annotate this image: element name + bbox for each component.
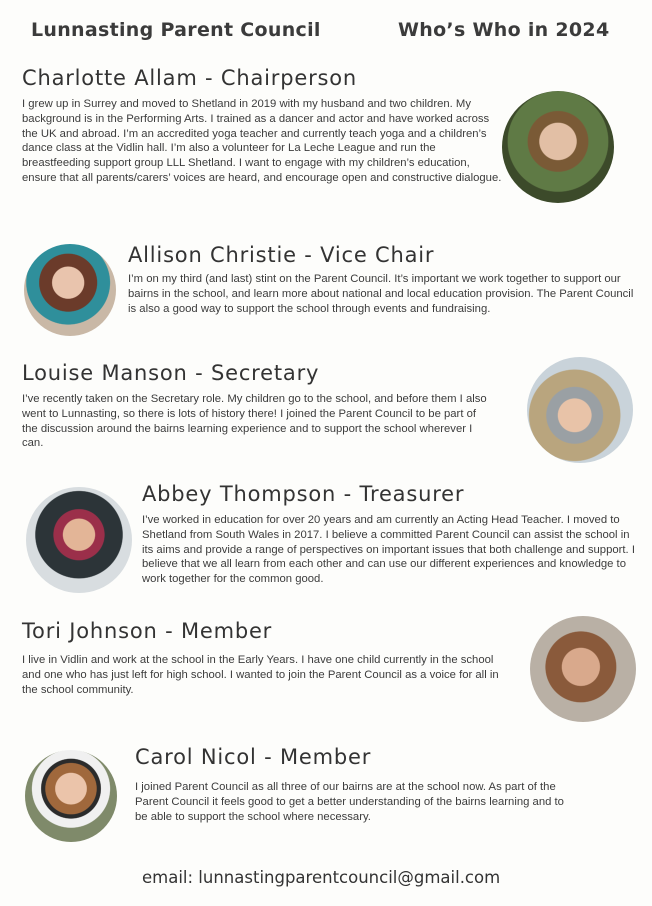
member-photo-tori bbox=[530, 616, 636, 722]
member-heading-carol: Carol Nicol - Member bbox=[135, 745, 372, 769]
member-bio-tori: I live in Vidlin and work at the school in the Early Years. I have one child currently in the school and one who has just left for high school. I wanted to join the Parent Council as a voice for all in the school community. bbox=[22, 654, 499, 696]
member-heading-abbey: Abbey Thompson - Treasurer bbox=[142, 482, 465, 506]
page-subtitle: Who’s Who in 2024 bbox=[398, 19, 610, 41]
member-heading-tori: Tori Johnson - Member bbox=[22, 619, 273, 643]
member-bio-louise: I’ve recently taken on the Secretary role. My children go to the school, and before them I also went to Lunnasting, so there is lots of history there! I joined the Parent Council to be part of the discussion around the bairns learning experience and to support the school wherever I can. bbox=[22, 393, 487, 450]
member-photo-louise bbox=[527, 357, 633, 463]
contact-email[interactable]: email: lunnastingparentcouncil@gmail.com bbox=[142, 868, 501, 887]
council-title: Lunnasting Parent Council bbox=[31, 19, 321, 41]
member-bio-allison: I’m on my third (and last) stint on the Parent Council. It’s important we work together to support our bairns in the school, and learn more about national and local education provision. The Parent Council is also a good way to support the school through events and fundraising. bbox=[128, 273, 634, 315]
member-bio-abbey: I’ve worked in education for over 20 years and am currently an Acting Head Teacher. I moved to Shetland from South Wales in 2017. I believe a committed Parent Council can assist the school in its aims and provide a range of perspectives on important issues that both challenge and support. I believe that we all learn from each other and can use our different experiences and knowledge to work together for the common good. bbox=[142, 514, 635, 586]
member-photo-abbey bbox=[26, 487, 132, 593]
member-photo-carol bbox=[25, 750, 117, 842]
member-bio-charlotte: I grew up in Surrey and moved to Shetland in 2019 with my husband and two children. My background is in the Performing Arts. I trained as a dancer and actor and have worked across the UK and abroad. I’m an accredited yoga teacher and currently teach yoga and a children’s dance class at the Vidlin hall. I’m also a volunteer for La Leche League and run the breastfeeding support group LLL Shetland. I want to engage with my children’s education, ensure that all parents/carers’ voices are heard, and encourage open and constructive dialogue. bbox=[22, 98, 502, 184]
member-heading-allison: Allison Christie - Vice Chair bbox=[128, 243, 435, 267]
member-heading-louise: Louise Manson - Secretary bbox=[22, 361, 320, 385]
member-photo-charlotte bbox=[502, 91, 614, 203]
member-photo-allison bbox=[24, 244, 116, 336]
member-bio-carol: I joined Parent Council as all three of our bairns are at the school now. As part of the Parent Council it feels good to get a better understanding of the bairns learning and to be able to support the school where necessary. bbox=[135, 781, 564, 823]
member-heading-charlotte: Charlotte Allam - Chairperson bbox=[22, 66, 358, 90]
